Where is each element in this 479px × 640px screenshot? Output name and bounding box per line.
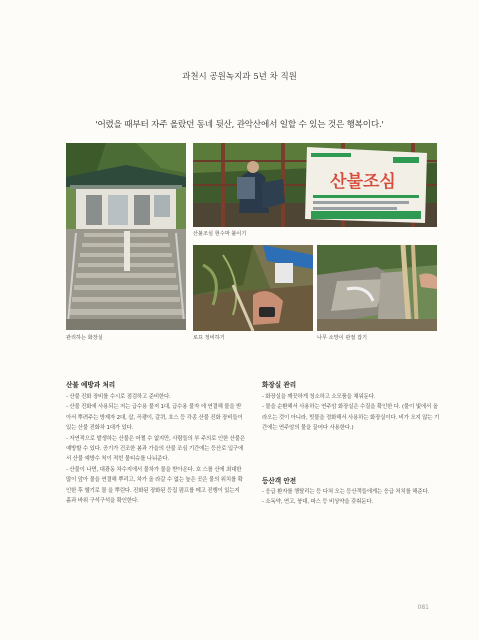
section-body-safety [262,487,442,508]
section-body-restroom [262,392,442,434]
photo-toilet [66,143,186,330]
photo-sign-banner [193,143,437,227]
photo-rope [193,245,313,331]
paragraph: - 자연적으로 발생하는 산불은 어쩔 수 없지만, 사람들의 부 주의로 인한 산불은 예방할 수 있다. 공기가 건조한 봄과 가을의 산불 조심 기간에는 등산로 입구에서 산불 예방수 칙이 적힌 물티슈를 나눠준다. [66,435,245,463]
paragraph: - 산불 진화 장비를 수시로 점검하고 준비한다. [66,394,171,400]
page-number: 081 [417,604,429,611]
caption-toilet: 관리하는 화장실 [66,335,103,341]
article-subtitle: 과천시 공원녹지과 5년 차 직원 [182,72,297,82]
section-heading-restroom: 화장실 관리 [262,381,297,389]
paragraph: - 화장실을 깨끗하게 청소하고 소모품을 채워둔다. [262,394,376,400]
caption-rope: 로프 정비하기 [193,335,225,341]
pull-quote: '어렸을 때부터 자주 올랐던 동네 뒷산, 관악산에서 일할 수 있는 것은 행복이다.' [95,120,384,130]
caption-stream: 나무 소망이 관절 잡기 [317,335,368,341]
sign-text: 산불조심 [330,172,396,192]
paragraph: - 산불이 나면, 대광동 차수지에서 물차가 물을 받아온다. 호 스를 산에 최대한 많이 앞아 물을 연결해 뿌리고, 차가 올 라갈 수 없는 높은 곳은 물의 위치를 확인한 후 헬기로 물 을 뿌린다. 진화된 장화된 등집 펌프를 메고 진행이 있는지 흙과 바위 구석구석을 확인한다. [66,466,243,505]
paragraph: - 응급 환자를 챙탈리는 등 다쳐 오는 등산객들에게는 응급 처치를 해준다. [262,489,430,495]
paragraph: - 물을 순환해서 사용하는 연주암 화장실은 수질을 확인한 다. (물이 빛에서 올라오는 것이 아니라, 빗물을 정화해서 사용하는 화장실이다. 비가 오지 않는 기간에는 연주암의 물을 끌어다 사용한다.) [262,404,440,432]
section-heading-safety: 등산객 안전 [262,477,297,485]
photo-stream [317,245,437,331]
section-heading-fire: 산불 예방과 처리 [66,381,116,389]
section-body-fire [66,392,246,506]
paragraph: - 산불 진화에 사용되는 저는 급수용 물저 1대, 급수용 물자 에 연결해 물을 받아서 뿌려주는 방제자 2대, 삽, 곡괭이, 갈퀴, 호스 등 각종 산불 진화 장비들이 있는 산불 진화차 1대가 있다. [66,404,243,432]
caption-sign-banner: 산불조심 현수막 붙이기 [193,231,247,237]
paragraph: - 소독약, 연고, 붕대, 파스 등 비상약을 갖춰둔다. [262,499,374,506]
